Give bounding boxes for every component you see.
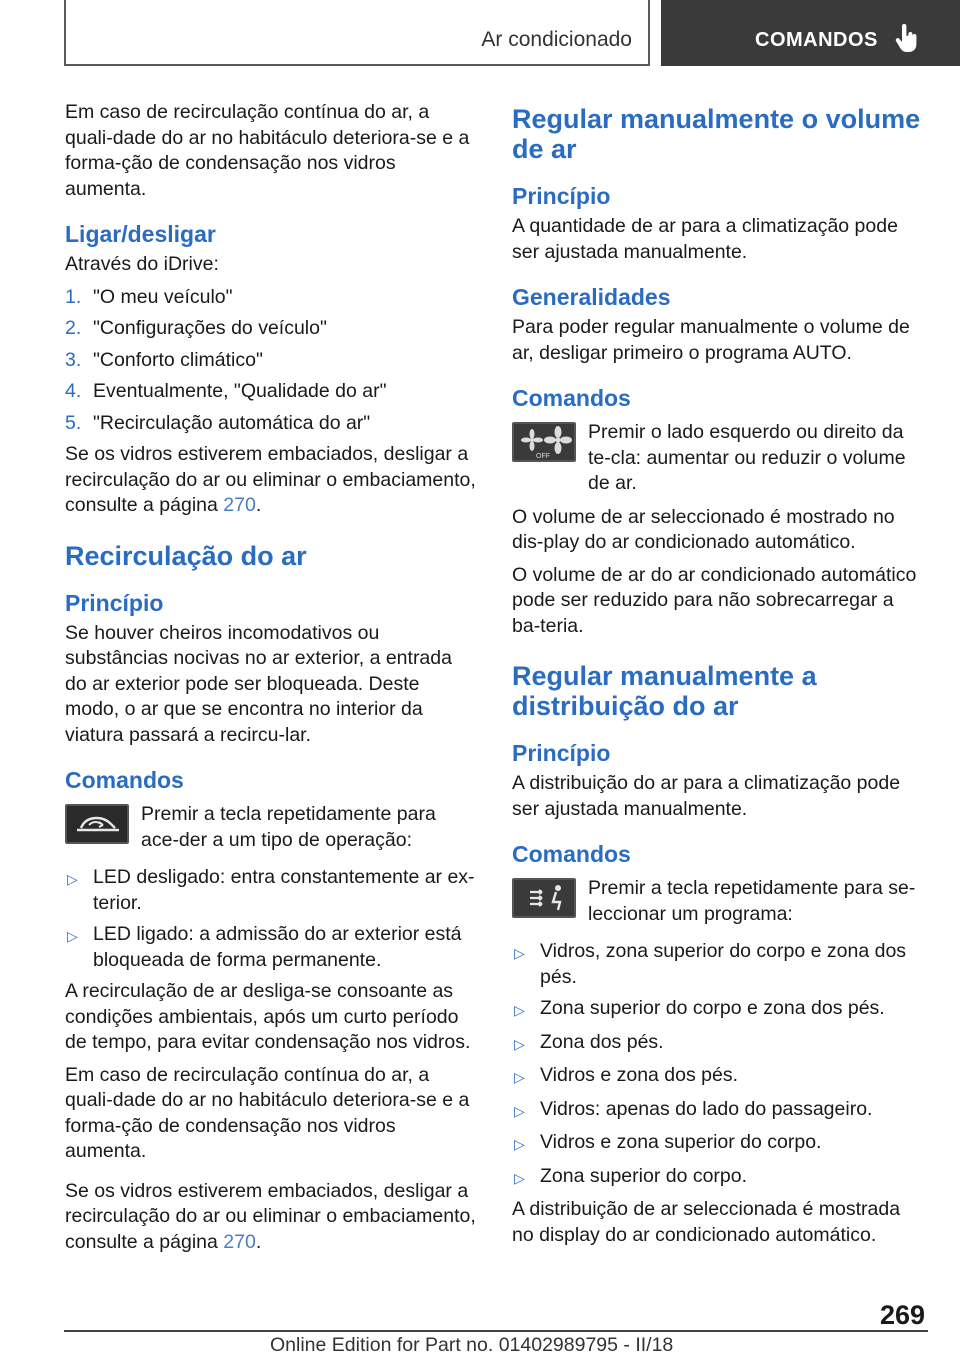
list-item: ▷ Zona superior do corpo e zona dos pés. — [512, 996, 926, 1024]
onoff-lead: Através do iDrive: — [65, 253, 219, 275]
step-item: 4. Eventualmente, "Qualidade do ar" — [65, 380, 387, 402]
list-item: ▷ LED desligado: entra constantemente ar ex-terior. — [65, 865, 478, 916]
air-distribution-programs — [512, 939, 926, 1191]
list-item: ▷ Vidros, zona superior do corpo e zona dos pés. — [512, 939, 926, 990]
footer-edition: Online Edition for Part no. 01402989795 - II/18 — [270, 1334, 674, 1356]
header-section-title: Ar condicionado — [481, 28, 632, 51]
recirculation-title: Recirculação do ar — [65, 540, 307, 571]
onoff-steps — [65, 285, 478, 437]
intro-paragraph: Em caso de recirculação contínua do ar, a quali-dade do ar no habitáculo deteriora-se e a forma-ção de condensação nos vidros aumenta. — [65, 101, 470, 200]
list-item: ▷ Zona dos pés. — [512, 1030, 926, 1058]
triangle-bullet-icon: ▷ — [514, 1102, 525, 1119]
air-volume-paragraph-1: O volume de ar seleccionado é mostrado no dis-play do ar condicionado automático. — [512, 505, 895, 553]
page-reference-link[interactable]: 270 — [223, 1230, 256, 1253]
step-item: 3. "Conforto climático" — [65, 348, 263, 371]
left-column — [65, 100, 478, 1262]
air-distribution-icon — [512, 878, 576, 918]
recirculation-paragraph-1: A recirculação de ar desliga-se consoante as condições ambientais, após um curto período de tempo, para evitar condensação nos vidros. — [65, 980, 471, 1053]
recirculation-controls-heading: Comandos — [65, 767, 184, 793]
triangle-bullet-icon: ▷ — [514, 1069, 525, 1085]
air-volume-general-heading: Generalidades — [512, 284, 671, 310]
step-item: 2. "Configurações do veículo" — [65, 317, 327, 339]
air-recirculation-icon — [65, 804, 129, 844]
air-volume-principle: A quantidade de ar para a climatização pode ser ajustada manualmente. — [512, 215, 898, 263]
right-column — [512, 100, 926, 1255]
triangle-bullet-icon: ▷ — [67, 928, 78, 944]
triangle-bullet-icon: ▷ — [514, 945, 525, 961]
air-volume-control-text: Premir o lado esquerdo ou direito da te-cla: aumentar ou reduzir o volume de ar. — [588, 421, 906, 494]
page-reference-link[interactable]: 270 — [223, 494, 256, 516]
air-distribution-closing: A distribuição de ar seleccionada é mostrada no display do ar condicionado automático. — [512, 1198, 901, 1246]
page-number: 269 — [880, 1300, 926, 1330]
air-distribution-control-text: Premir a tecla repetidamente para se-leccionar um programa: — [588, 877, 916, 925]
onoff-heading: Ligar/desligar — [65, 221, 216, 247]
recirculation-principle-heading: Princípio — [65, 589, 164, 616]
list-item: ▷ Vidros e zona superior do corpo. — [512, 1130, 926, 1158]
triangle-bullet-icon: ▷ — [67, 871, 78, 887]
recirculation-paragraph-2: Em caso de recirculação contínua do ar, a quali-dade do ar no habitáculo deteriora-se e a forma-ção de condensação nos vidros aumenta. — [65, 1063, 470, 1162]
triangle-bullet-icon: ▷ — [514, 1169, 525, 1186]
hand-pointer-icon — [894, 24, 920, 54]
air-volume-title: Regular manualmente o volume de ar — [512, 104, 921, 164]
air-volume-paragraph-2: O volume de ar do ar condicionado automático pode ser reduzido para não sobrecarregar a ba-teria. — [512, 563, 917, 637]
list-item: ▷ LED ligado: a admissão do ar exterior está bloqueada de forma permanente. — [65, 922, 478, 973]
recirculation-control — [65, 802, 478, 853]
list-item: ▷ Vidros e zona dos pés. — [512, 1063, 926, 1091]
header-chapter-label: COMANDOS — [755, 29, 878, 51]
air-distribution-principle-heading: Princípio — [512, 740, 611, 766]
air-distribution-title: Regular manualmente a distribuição do ar — [512, 661, 817, 721]
recirculation-control-text: Premir a tecla repetidamente para ace-der a um tipo de operação: — [141, 803, 436, 851]
air-volume-general: Para poder regular manualmente o volume de ar, desligar primeiro o programa AUTO. — [512, 316, 910, 364]
footer-divider — [64, 1330, 928, 1332]
triangle-bullet-icon: ▷ — [514, 1002, 525, 1018]
list-item: ▷ Vidros: apenas do lado do passageiro. — [512, 1097, 926, 1125]
fan-speed-icon — [512, 422, 576, 462]
header-chapter-tab — [661, 0, 960, 66]
air-distribution-control — [512, 876, 926, 927]
air-distribution-principle: A distribuição do ar para a climatização pode ser ajustada manualmente. — [512, 772, 901, 820]
list-item: ▷ Zona superior do corpo. — [512, 1164, 926, 1192]
air-volume-principle-heading: Princípio — [512, 183, 611, 209]
svg-text:OFF: OFF — [536, 453, 550, 460]
air-volume-control — [512, 420, 926, 497]
air-distribution-controls-heading: Comandos — [512, 841, 631, 867]
header-section-box — [64, 0, 650, 66]
onoff-note: Se os vidros estiverem embaciados, desligar a recirculação do ar ou eliminar o embaciamento, consulte a página 270. — [65, 443, 476, 516]
step-item: 5. "Recirculação automática do ar" — [65, 411, 371, 434]
air-volume-controls-heading: Comandos — [512, 385, 631, 411]
triangle-bullet-icon: ▷ — [514, 1035, 525, 1052]
triangle-bullet-icon: ▷ — [514, 1136, 525, 1152]
recirculation-note: Se os vidros estiverem embaciados, desligar a recirculação do ar ou eliminar o embaciamento, consulte a página 270. — [65, 1179, 476, 1253]
step-item: 1. "O meu veículo" — [65, 285, 233, 308]
recirculation-bullets — [65, 865, 478, 973]
recirculation-principle: Se houver cheiros incomodativos ou substâncias nocivas no ar exterior, a entrada do ar exterior pode ser bloqueada. Deste modo, o ar que se encontra no interior da viatura passará a recircu-lar. — [65, 621, 452, 746]
